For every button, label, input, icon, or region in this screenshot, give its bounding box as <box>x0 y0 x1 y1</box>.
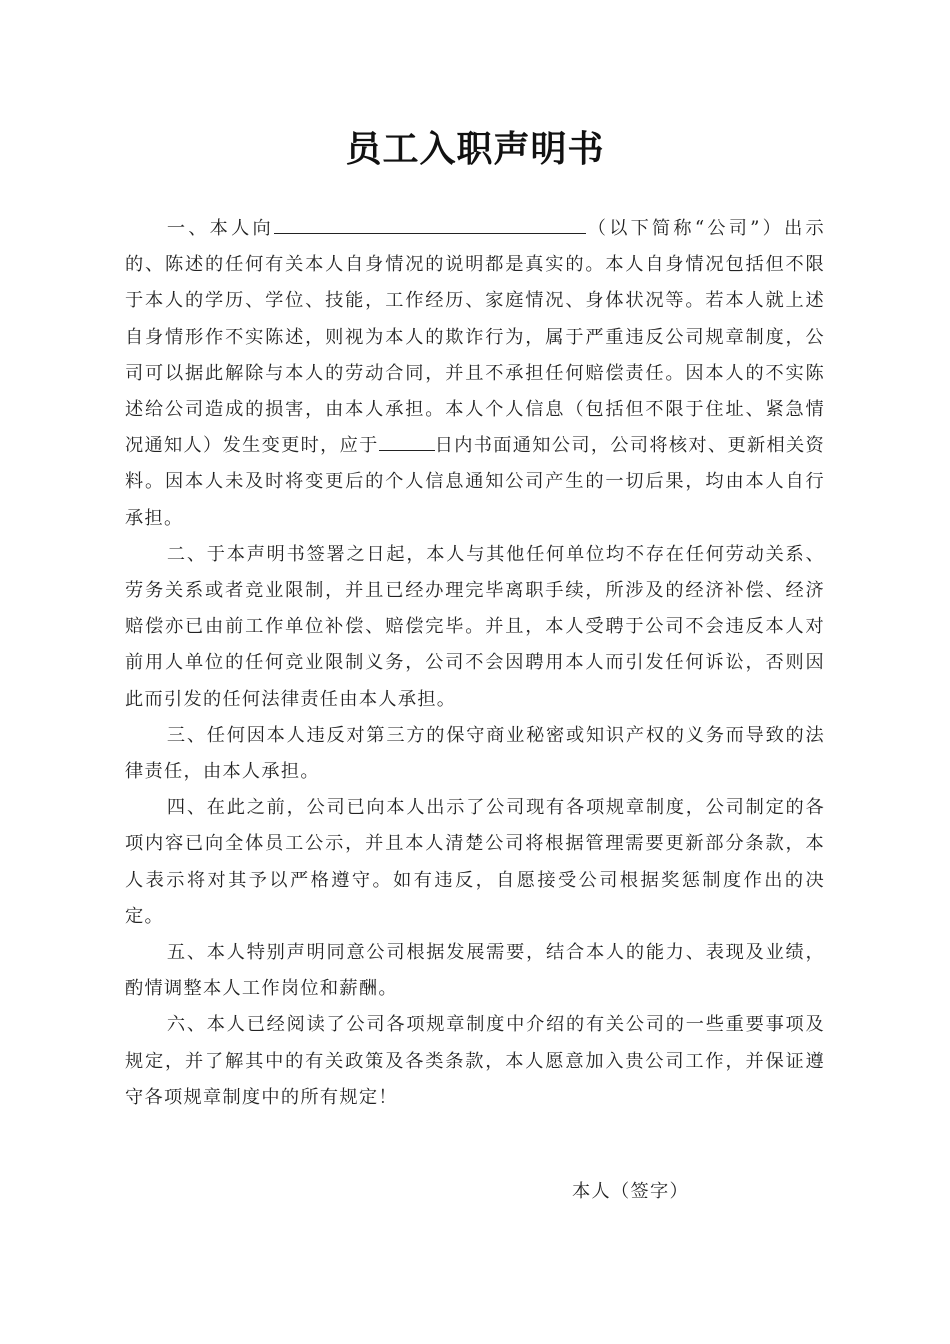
clause-6: 六、本人已经阅读了公司各项规章制度中介绍的有关公司的一些重要事项及规定，并了解其中的有关政策及各类条款，本人愿意加入贵公司工作，并保证遵守各项规章制度中的所有规定！ <box>125 1014 825 1108</box>
document-title: 员工入职声明书 <box>345 129 605 170</box>
clause-1 <box>125 211 825 537</box>
declaration-body <box>125 211 825 1116</box>
clause-1-lead: 一、本人向 <box>166 218 274 239</box>
company-name-blank[interactable] <box>274 215 586 234</box>
days-blank[interactable] <box>379 432 435 451</box>
clause-2: 二、于本声明书签署之日起，本人与其他任何单位均不存在任何劳动关系、劳务关系或者竞业限制，并且已经办理完毕离职手续，所涉及的经济补偿、经济赔偿亦已由前工作单位补偿、赔偿完毕。并且，本人受聘于公司不会违反本人对前用人单位的任何竞业限制义务，公司不会因聘用本人而引发任何诉讼，否则因此而引发的任何法律责任由本人承担。 <box>125 543 825 710</box>
clause-1-tail: 日内书面通知公司，公司将核对、更新相关资料。因本人未及时将变更后的个人信息通知公司产生的一切后果，均由本人自行承担。 <box>125 435 825 529</box>
clause-1-body: （以下简称“公司”）出示的、陈述的任何有关本人自身情况的说明都是真实的。本人自身情况包括但不限于本人的学历、学位、技能，工作经历、家庭情况、身体状况等。若本人就上述自身情形作不实陈述，则视为本人的欺诈行为，属于严重违反公司规章制度，公司可以据此解除与本人的劳动合同，并且不承担任何赔偿责任。因本人的不实陈述给公司造成的损害，由本人承担。本人个人信息（包括但不限于住址、紧急情况通知人）发生变更时，应于 <box>125 218 825 457</box>
clause-5: 五、本人特别声明同意公司根据发展需要，结合本人的能力、表现及业绩，酌情调整本人工作岗位和薪酬。 <box>125 942 825 1000</box>
signature-label: 本人（签字） <box>572 1181 689 1202</box>
clause-4: 四、在此之前，公司已向本人出示了公司现有各项规章制度，公司制定的各项内容已向全体员工公示，并且本人清楚公司将根据管理需要更新部分条款，本人表示将对其予以严格遵守。如有违反，自愿接受公司根据奖惩制度作出的决定。 <box>125 797 825 927</box>
clause-3: 三、任何因本人违反对第三方的保守商业秘密或知识产权的义务而导致的法律责任，由本人承担。 <box>125 724 825 783</box>
